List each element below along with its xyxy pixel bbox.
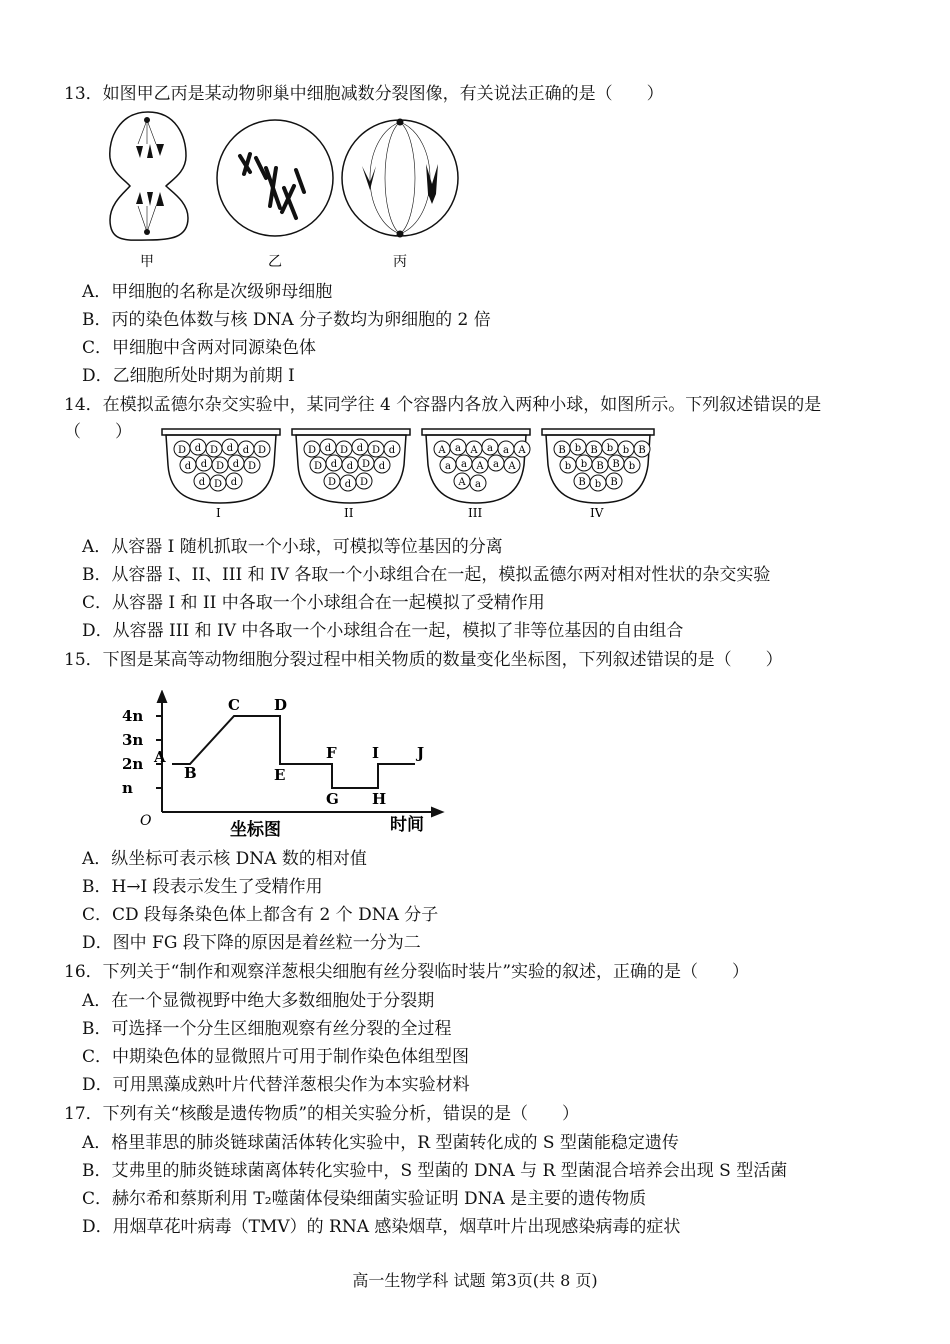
ball-label: b (622, 445, 630, 456)
ball-label: B (612, 459, 620, 470)
ball-label: D (307, 445, 317, 456)
ball-label: A (438, 445, 446, 456)
ball-label: D (361, 459, 371, 470)
container-label-2: II (344, 506, 354, 520)
ball-label: B (590, 445, 598, 456)
ball-label: b (628, 461, 636, 472)
ball-label: D (177, 445, 187, 456)
ball-label: b (580, 459, 588, 470)
cell-jia (110, 112, 188, 240)
ball-label: d (388, 445, 396, 456)
q14-option-a: A．从容器 I 随机抓取一个小球，可模拟等位基因的分离 (82, 537, 503, 557)
y-tick-label: 2n (122, 755, 144, 773)
ball-label: d (226, 443, 234, 454)
container-label-4: IV (590, 506, 604, 520)
q13-option-d: D．乙细胞所处时期为前期 I (82, 366, 295, 386)
ball-label: A (518, 445, 526, 456)
point-label-I: I (372, 744, 380, 762)
cell-jia-chromosomes (136, 117, 164, 235)
ball-label: a (455, 443, 461, 454)
q16-stem: 16．下列关于“制作和观察洋葱根尖细胞有丝分裂临时装片”实验的叙述，正确的是（ ） (64, 962, 750, 982)
ball-label: D (257, 445, 267, 456)
container-3 (422, 429, 530, 520)
ball-label: B (596, 461, 604, 472)
q15-option-d: D．图中 FG 段下降的原因是着丝粒一分为二 (82, 933, 421, 953)
ball-label: d (184, 461, 192, 472)
ball-label: a (487, 443, 493, 454)
ball-label: d (200, 459, 208, 470)
point-label-D: D (274, 696, 288, 714)
point-label-H: H (372, 790, 387, 808)
graph-point-labels (153, 696, 424, 808)
q15-option-c: C．CD 段每条染色体上都含有 2 个 DNA 分子 (82, 905, 439, 925)
graph-axes (158, 692, 442, 816)
ball-label: d (194, 443, 202, 454)
q14-option-d: D．从容器 III 和 IV 中各取一个小球组合在一起，模拟了非等位基因的自由组合 (82, 621, 684, 641)
q13-option-c: C．甲细胞中含两对同源染色体 (82, 338, 317, 358)
q17-option-b: B．艾弗里的肺炎链球菌离体转化实验中，S 型菌的 DNA 与 R 型菌混合培养会出现 S 型活菌 (82, 1161, 788, 1181)
container-1 (162, 429, 280, 520)
q17-option-d: D．用烟草花叶病毒（TMV）的 RNA 感染烟草，烟草叶片出现感染病毒的症状 (82, 1217, 681, 1237)
ball-label: d (344, 479, 352, 490)
ball-label: d (324, 443, 332, 454)
ball-label: b (606, 443, 614, 454)
ball-label: A (458, 477, 466, 488)
ball-label: D (313, 461, 323, 472)
ball-label: B (578, 477, 586, 488)
ball-label: D (213, 479, 223, 490)
cell-bing-spindle (370, 122, 430, 234)
page-footer: 高一生物学科 试题 第3页(共 8 页) (352, 1271, 598, 1290)
fig-label-bing: 丙 (393, 254, 407, 270)
y-tick-label: 3n (122, 731, 144, 749)
q17-stem: 17．下列有关“核酸是遗传物质”的相关实验分析，错误的是（ ） (64, 1104, 580, 1124)
cell-yi-chromosomes (240, 154, 304, 218)
q16-option-d: D．可用黑藻成熟叶片代替洋葱根尖作为本实验材料 (82, 1075, 470, 1095)
q16-option-c: C．中期染色体的显微照片可用于制作染色体组型图 (82, 1047, 470, 1067)
ball-label: D (371, 445, 381, 456)
container-label-1: I (216, 506, 221, 520)
ball-label: D (247, 461, 257, 472)
ball-label: A (470, 445, 478, 456)
ball-label: a (503, 445, 509, 456)
ball-label: A (476, 461, 484, 472)
q15-stem: 15．下图是某高等动物细胞分裂过程中相关物质的数量变化坐标图，下列叙述错误的是（ ） (64, 650, 783, 670)
ball-label: d (242, 445, 250, 456)
point-label-E: E (274, 766, 286, 784)
ball-label: b (564, 461, 572, 472)
q15-graph (110, 690, 450, 840)
ball-label: a (461, 459, 467, 470)
ball-label: d (232, 459, 240, 470)
point-label-C: C (228, 696, 240, 714)
q17-option-a: A．格里菲思的肺炎链球菌活体转化实验中，R 型菌转化成的 S 型菌能稳定遗传 (82, 1133, 679, 1153)
ball-label: D (215, 461, 225, 472)
fig-label-jia: 甲 (140, 254, 154, 270)
q14-stem-cont: （ ） (64, 422, 132, 442)
ball-label: d (346, 461, 354, 472)
container-label-3: III (468, 506, 483, 520)
point-label-F: F (326, 744, 337, 762)
q13-stem: 13．如图甲乙丙是某动物卵巢中细胞减数分裂图像，有关说法正确的是（ ） (64, 84, 664, 104)
cell-bing (342, 120, 458, 236)
ball-label: B (610, 477, 618, 488)
ball-label: D (339, 445, 349, 456)
ball-label: D (327, 477, 337, 488)
y-tick-label: 4n (122, 707, 144, 725)
graph-x-label: 时间 (390, 815, 424, 835)
point-label-B: B (184, 764, 197, 782)
q14-stem: 14．在模拟孟德尔杂交实验中，某同学往 4 个容器内各放入两种小球，如图所示。下列叙述错误的是 (64, 395, 822, 415)
ball-label: d (378, 461, 386, 472)
ball-label: d (330, 459, 338, 470)
ball-label: d (356, 443, 364, 454)
point-label-A: A (154, 748, 166, 766)
q14-containers-figure (160, 425, 660, 525)
q14-option-c: C．从容器 I 和 II 中各取一个小球组合在一起模拟了受精作用 (82, 593, 545, 613)
ball-label: d (198, 477, 206, 488)
cell-bing-chromosomes (362, 119, 438, 238)
q15-option-b: B．H→I 段表示发生了受精作用 (82, 877, 323, 897)
ball-label: a (493, 459, 499, 470)
q16-option-b: B．可选择一个分生区细胞观察有丝分裂的全过程 (82, 1019, 452, 1039)
ball-label: A (508, 461, 516, 472)
ball-label: D (209, 445, 219, 456)
ball-label: b (594, 479, 602, 490)
ball-label: b (574, 443, 582, 454)
ball-label: B (558, 445, 566, 456)
point-label-J: J (417, 744, 425, 762)
q17-option-c: C．赫尔希和蔡斯利用 T₂噬菌体侵染细菌实验证明 DNA 是主要的遗传物质 (82, 1189, 647, 1209)
q14-option-b: B．从容器 I、II、III 和 IV 各取一个小球组合在一起，模拟孟德尔两对相对性状的杂交实验 (82, 565, 771, 585)
q13-option-b: B．丙的染色体数与核 DNA 分子数均为卵细胞的 2 倍 (82, 310, 491, 330)
q16-option-a: A．在一个显微视野中绝大多数细胞处于分裂期 (82, 991, 435, 1011)
q13-option-a: A．甲细胞的名称是次级卵母细胞 (82, 282, 333, 302)
ball-label: d (230, 477, 238, 488)
ball-label: B (638, 445, 646, 456)
q13-figure (100, 108, 470, 273)
ball-label: a (475, 479, 481, 490)
y-tick-label: n (122, 779, 133, 797)
ball-label: D (359, 477, 369, 488)
graph-caption: 坐标图 (230, 820, 281, 840)
container-4 (542, 429, 654, 520)
container-2 (292, 429, 410, 520)
ball-label: a (445, 461, 451, 472)
q15-option-a: A．纵坐标可表示核 DNA 数的相对值 (82, 849, 367, 869)
point-label-G: G (326, 790, 339, 808)
fig-label-yi: 乙 (268, 254, 282, 270)
graph-origin: O (140, 813, 152, 829)
